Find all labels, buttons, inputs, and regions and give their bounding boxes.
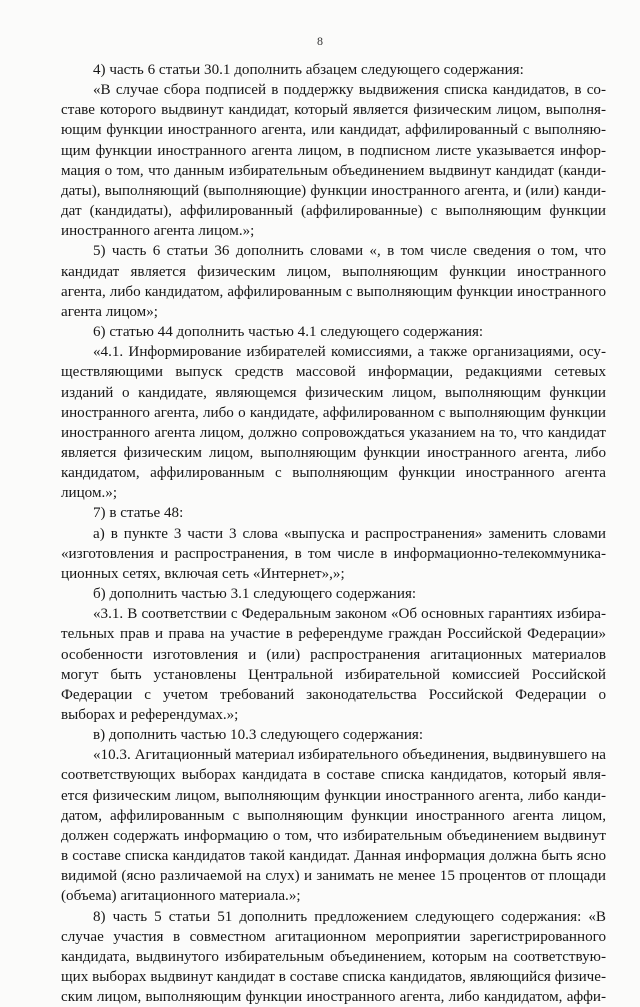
paragraph-item-5: 5) часть 6 статьи 36 дополнить словами «, в том числе сведения о том, что кандидат является физическим лицом, выполняющим функции иностранного агента, либо кандидатом, аффилированным с выполняющим функции иностранного агента лицом»; xyxy=(61,243,606,320)
paragraph-item-6: 6) статью 44 дополнить частью 4.1 следующего содержания: xyxy=(93,324,484,341)
page-number: 8 xyxy=(317,34,323,48)
paragraph-item-4: 4) часть 6 статьи 30.1 дополнить абзацем следующего содержания: xyxy=(93,62,524,78)
paragraph-item-8: 8) часть 5 статьи 51 дополнить предложением следующего содержания: «В случае участия в совместном агитационном мероприятии зарегистрированного кандидата, выдвинутого избирательным объединением, которым на соответствующих выборах выдвинут кандидат в составе списка кандидатов, являющийся физическим лицом, выполняющим функции иностранного агента, либо кандидатом, аффи- xyxy=(61,908,606,1006)
paragraph-part-3-1: «3.1. В соответствии с Федеральным законом «Об основных гарантиях избирательных прав и права на участие в референдуме граждан Российской Федерации» особенности изготовления и (или) распространения агитационных материалов могут быть установлены Центральной избирательной комиссией Российской Федерации с учетом требований законодательства Российской Федерации о выборах и референдумах.»; xyxy=(61,606,606,723)
paragraph-part-10-3: «10.3. Агитационный материал избирательного объединения, выдвинувшего на соответствующих выборах кандидата в составе списка кандидатов, который является физическим лицом, выполняющим функции иностранного агента, либо кандидатом, аффилированным с выполняющим функции иностранного агента лицом, должен содержать информацию о том, что избирательным объединением выдвинут в составе списка кандидатов такой кандидат. Данная информация должна быть ясно видимой (ясно различаемой на слух) и занимать не менее 15 процентов от площади (объема) агитационного материала.»; xyxy=(61,747,606,905)
paragraph-subitem-v: в) дополнить частью 10.3 следующего содержания: xyxy=(93,727,424,744)
document-body xyxy=(61,60,606,1007)
paragraph-signature-collection: «В случае сбора подписей в поддержку выдвижения списка кандидатов, в составе которого выдвинут кандидат, который является физическим лицом, выполняющим функции иностранного агента, или кандидат, аффилированный с выполняющим функции иностранного агента лицом, в подписном листе указывается информация о том, что данным избирательным объединением выдвинут кандидат (кандидаты), выполняющий (выполняющие) функции иностранного агента, и (или) кандидат (кандидаты), аффилированный (аффилированные) с выполняющим функции иностранного агента лицом.»; xyxy=(61,82,606,240)
paragraph-part-4-1: «4.1. Информирование избирателей комиссиями, а также организациями, осуществляющими выпуск средств массовой информации, редакциями сетевых изданий о кандидате, являющемся физическим лицом, выполняющим функции иностранного агента, либо о кандидате, аффилированном с выполняющим функции иностранного агента лицом, должно сопровождаться указанием на то, что кандидат является физическим лицом, выполняющим функции иностранного агента, либо кандидатом, аффилированным с выполняющим функции иностранного агента лицом.»; xyxy=(61,344,606,502)
paragraph-subitem-b: б) дополнить частью 3.1 следующего содержания: xyxy=(93,586,417,603)
paragraph-item-7: 7) в статье 48: xyxy=(93,505,184,522)
paragraph-subitem-a: а) в пункте 3 части 3 слова «выпуска и распространения» заменить словами «изготовления и распространения, в том числе в информационно-телекоммуникационных сетях, включая сеть «Интернет»,»; xyxy=(61,525,606,582)
